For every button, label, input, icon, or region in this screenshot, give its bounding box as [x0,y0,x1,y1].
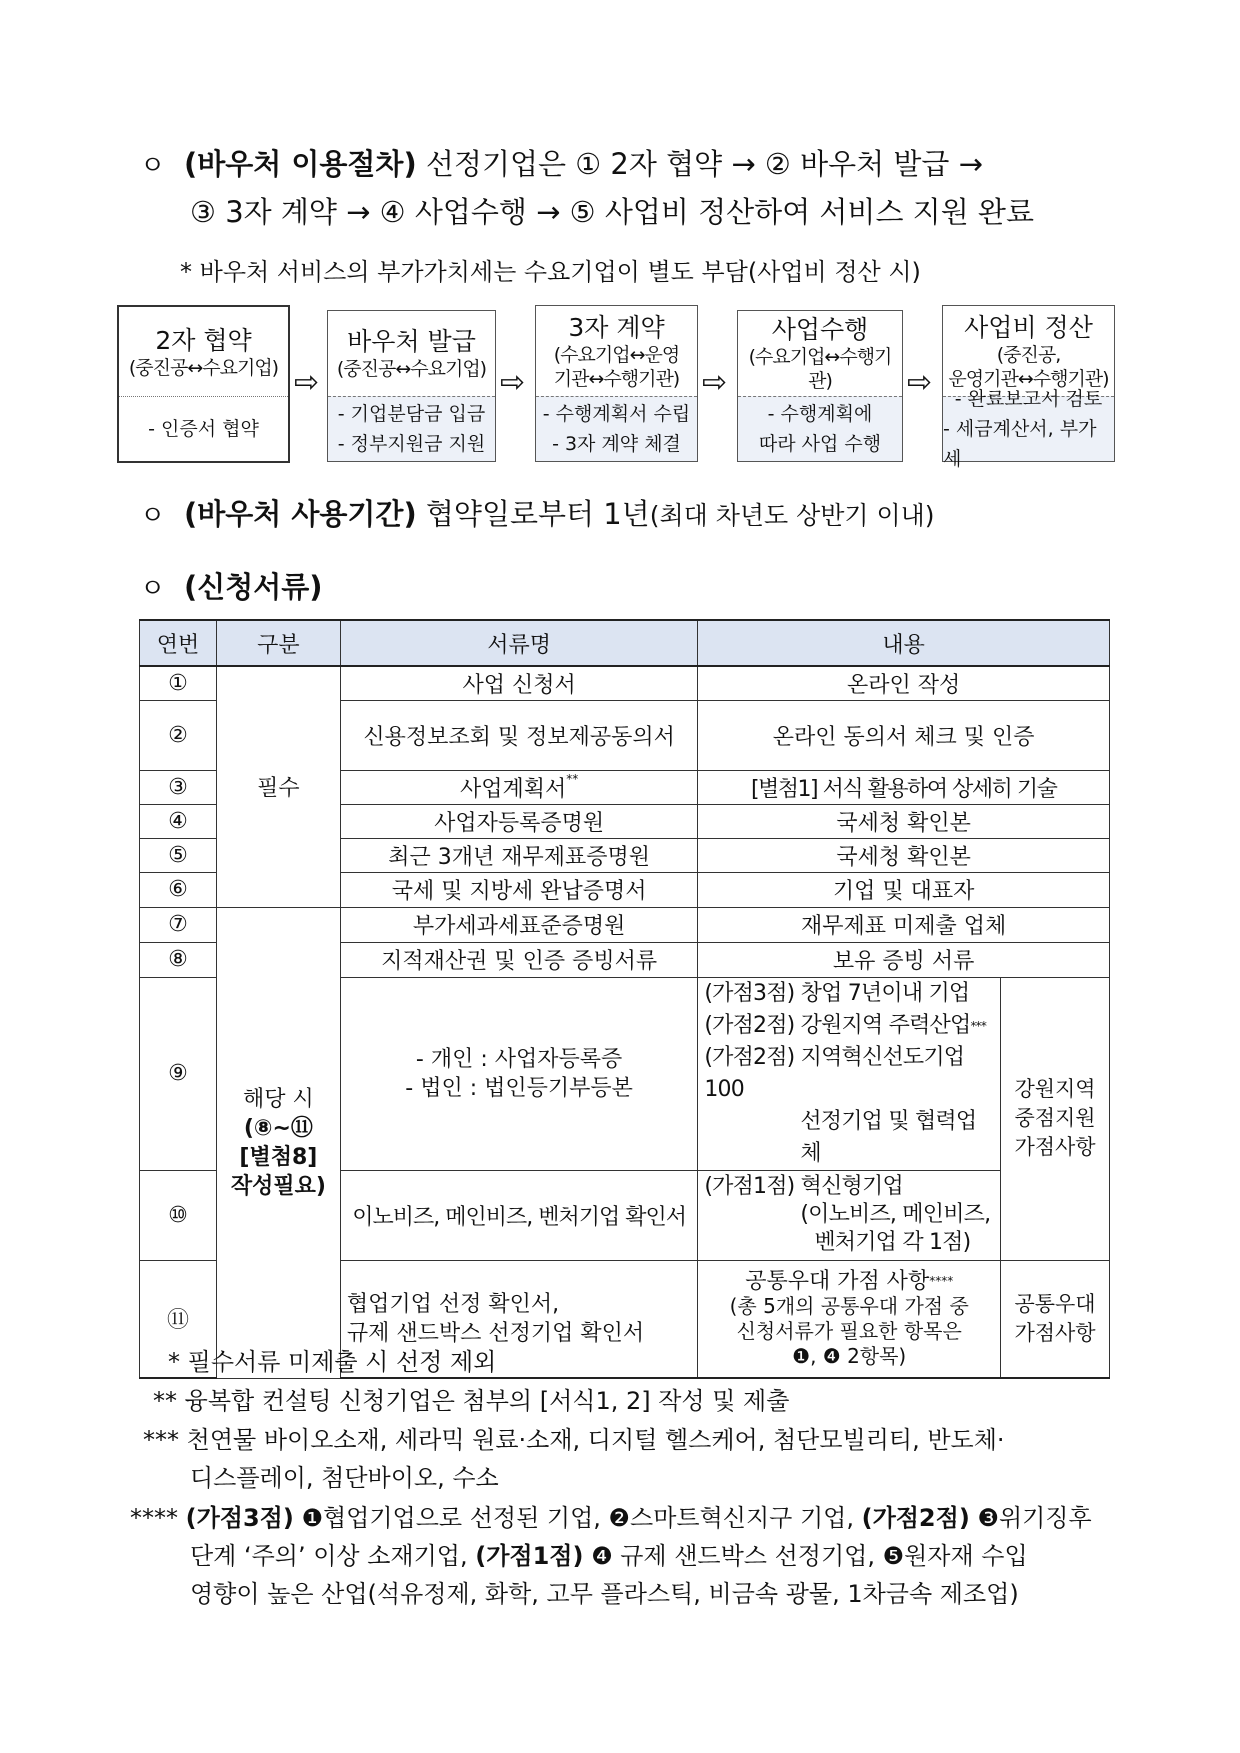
footnote-text: 필수서류 미제출 시 선정 제외 [187,1348,497,1376]
flow-arrow-icon: ⇨ [702,365,728,400]
flow-arrow-icon: ⇨ [907,365,933,400]
flow-step-detail: - 3자 계약 체결 [552,433,681,455]
row-content-line: (가점1점) 혁신형기업 [704,1174,903,1199]
row-no: ⑨ [140,977,217,1170]
flow-step-1 [117,305,290,463]
footnote-text: 천연물 바이오소재, 세라믹 원료·소재, 디지털 헬스케어, 첨단모빌리티, 반도체· [186,1426,1005,1454]
row-content [698,1170,1001,1260]
row-content: 온라인 동의서 체크 및 인증 [698,700,1110,770]
documents-table [139,619,1110,1379]
row-doc: 최근 3개년 재무제표증명원 [340,838,697,872]
row-content-line: (가점2점) 강원지역 주력산업 [704,1012,971,1038]
footnote-mark: ** [153,1387,177,1415]
row-content: 온라인 작성 [698,666,1110,700]
flow-step-title: 3자 계약 [568,312,665,342]
table-row [140,907,1110,942]
row-content-line: (가점3점) 창업 7년이내 기업 [704,980,970,1006]
row-no: ③ [140,770,217,804]
flow-step-3 [535,305,698,462]
row-doc: 국세 및 지방세 완납증명서 [340,872,697,907]
flow-step-detail: - 정부지원금 지원 [337,433,486,455]
flow-step-title: 바우처 발급 [347,327,476,356]
flow-step-sub: (중진공↔수요기업) [128,357,279,379]
period-paragraph [140,490,935,540]
procedure-text-line2: ③ 3자 계약 → ④ 사업수행 → ⑤ 사업비 정산하여 서비스 지원 완료 [190,195,1034,229]
flow-step-detail: 따라 사업 수행 [758,433,882,455]
row-content-line: 공통우대 가점 사항 [745,1268,930,1294]
footnote-4-line2 [190,1538,1028,1574]
procedure-title: (바우처 이용절차) [184,147,417,181]
flow-step-detail: - 수행계획에 [767,403,873,425]
row-content: 기업 및 대표자 [698,872,1110,907]
flow-arrow-icon: ⇨ [500,365,526,400]
table-row [140,666,1110,700]
footnote-bold: (가점3점) [185,1504,294,1532]
row-no: ② [140,700,217,770]
footnote-text: 단계 ‘주의’ 이상 소재기업, [190,1542,476,1570]
period-small: (최대 차년도 상반기 이내) [649,501,935,530]
footnote-bold: (가점1점) [475,1542,584,1570]
flow-step-2 [327,310,496,462]
flow-step-sub: (수요기업↔운영 [553,343,680,366]
group-conditional [216,907,340,1378]
footnote-2 [153,1383,789,1419]
side-label-line: 가점사항 [1014,1135,1096,1159]
row-no: ⑦ [140,907,217,942]
flow-step-sub2: 기관↔수행기관) [553,367,680,390]
row-content-line: 벤처기업 각 1점) [814,1230,971,1255]
row-doc [340,770,697,804]
row-no: ④ [140,804,217,838]
row-no: ⑧ [140,942,217,977]
row-content-line: ❶, ❹ 2항목) [792,1343,907,1368]
row-content-line: (총 5개의 공통우대 가점 중 [729,1293,969,1318]
row-content-sup: *** [970,1018,987,1033]
flow-step-title: 2자 협약 [155,326,252,355]
row-no: ⑤ [140,838,217,872]
bullet-icon: ㅇ [140,151,166,181]
side-label-line: 중점지원 [1014,1106,1096,1130]
header-no: 연번 [140,620,217,666]
footnote-mark: *** [143,1426,179,1454]
row-content-line: (이노비즈, 메인비즈, [800,1202,991,1227]
row-content [698,1260,1001,1378]
side-label-common [1001,1260,1110,1378]
flow-step-title: 사업비 정산 [964,312,1093,342]
footnote-3 [143,1422,1005,1458]
row-doc: 사업자등록증명원 [340,804,697,838]
flow-step-detail: - 기업분담금 입금 [337,403,486,425]
group-conditional-line: [별첨8] [239,1144,318,1170]
row-doc [340,977,697,1170]
period-title: (바우처 사용기간) [184,497,417,531]
row-content-line: 선정기업 및 협력업체 [800,1108,977,1166]
side-label-line: 공통우대 [1014,1291,1096,1316]
row-content: 재무제표 미제출 업체 [698,907,1110,942]
flow-step-sub: (중진공↔수요기업) [336,358,487,380]
row-doc-line: 규제 샌드박스 선정기업 확인서 [346,1320,645,1346]
row-content: [별첨1] 서식 활용하여 상세히 기술 [698,770,1110,804]
row-doc-line: - 개인 : 사업자등록증 [415,1046,623,1072]
flow-step-4 [737,310,903,462]
docs-heading [140,563,323,613]
row-content: 국세청 확인본 [698,804,1110,838]
row-content [698,977,1001,1170]
footnote-4 [130,1500,1092,1536]
row-doc-sup: ** [566,771,579,786]
row-content: 보유 증빙 서류 [698,942,1110,977]
row-content-line: (가점2점) 지역혁신선도기업100 [704,1044,965,1102]
header-category: 구분 [216,620,340,666]
footnote-mark: * [168,1348,180,1376]
row-doc: 이노비즈, 메인비즈, 벤처기업 확인서 [340,1170,697,1260]
group-required: 필수 [216,666,340,907]
row-doc: 사업 신청서 [340,666,697,700]
row-doc-line: - 법인 : 법인등기부등본 [405,1075,633,1101]
row-no: ① [140,666,217,700]
row-content-line: 신청서류가 필요한 항목은 [736,1318,962,1343]
side-label-line: 강원지역 [1014,1077,1096,1101]
group-conditional-line: 해당 시 [243,1086,314,1112]
footnote-bold: (가점2점) [861,1504,970,1532]
group-conditional-line: 작성필요) [230,1173,326,1199]
group-conditional-line: (⑧~⑪ [243,1115,313,1141]
row-doc-line: 협업기업 선정 확인서, [346,1291,560,1317]
flow-step-title: 사업수행 [771,315,869,344]
flow-step-detail: - 완료보고서 검토 [954,388,1103,410]
footnote-1 [168,1344,496,1380]
footnote-text: ❹ 규제 샌드박스 선정기업, ❺원자재 수입 [583,1542,1028,1570]
procedure-note: * 바우처 서비스의 부가가치세는 수요기업이 별도 부담(사업비 정산 시) [180,258,921,286]
table-header-row [140,620,1110,666]
footnote-text: ❶협업기업으로 선정된 기업, ❷스마트혁신지구 기업, [293,1504,862,1532]
footnote-4-line3: 영향이 높은 산업(석유정제, 화학, 고무 플라스틱, 비금속 광물, 1차금속 제조업) [190,1580,1019,1608]
row-no: ⑥ [140,872,217,907]
header-doc-name: 서류명 [340,620,697,666]
row-doc: 지적재산권 및 인증 증빙서류 [340,942,697,977]
flow-step-5 [942,305,1115,470]
bullet-icon: ㅇ [140,574,166,604]
row-content: 국세청 확인본 [698,838,1110,872]
row-doc: 신용정보조회 및 정보제공동의서 [340,700,697,770]
procedure-paragraph [140,140,983,190]
row-no: ⑪ [140,1260,217,1378]
flow-step-detail: - 인증서 협약 [148,418,259,440]
header-content: 내용 [698,620,1110,666]
side-label-line: 가점사항 [1014,1320,1096,1345]
row-doc-text: 사업계획서 [459,776,567,802]
period-text: 협약일로부터 1년 [416,497,650,531]
flow-step-sub: (수요기업↔수행기관) [748,346,892,392]
procedure-text-line1: 선정기업은 ① 2자 협약 → ② 바우처 발급 → [416,147,983,181]
row-no: ⑩ [140,1170,217,1260]
footnote-text: ❸위기징후 [969,1504,1092,1532]
flow-step-detail: - 수행계획서 수립 [542,403,691,425]
flow-step-sub2: 운영기관↔수행기관) [948,367,1109,390]
bullet-icon: ㅇ [140,501,166,531]
footnote-3-cont: 디스플레이, 첨단바이오, 수소 [190,1464,499,1492]
flow-step-detail: - 세금계산서, 부가세 [943,418,1097,470]
docs-title: (신청서류) [184,570,323,604]
footnote-text: 융복합 컨설팅 신청기업은 첨부의 [서식1, 2] 작성 및 제출 [184,1387,790,1415]
flow-step-sub: (중진공, [996,343,1061,366]
row-content-sup: **** [929,1273,954,1288]
flow-arrow-icon: ⇨ [294,365,320,400]
row-doc: 부가세과세표준증명원 [340,907,697,942]
footnote-mark: **** [130,1504,178,1532]
side-label-gangwon [1001,977,1110,1260]
